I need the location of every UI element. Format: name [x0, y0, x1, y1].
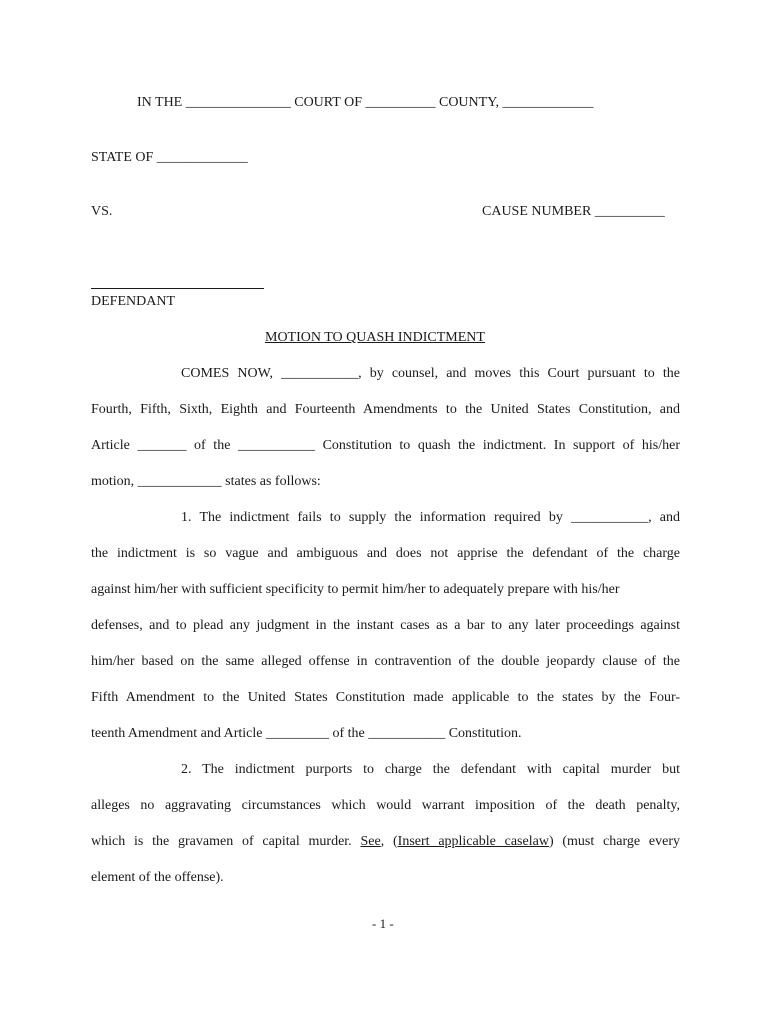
caselaw-placeholder: Insert applicable caselaw: [397, 834, 549, 849]
intro-line-4: motion, ____________ states as follows:: [91, 474, 321, 489]
defendant-name-line: [91, 288, 264, 289]
state-line: STATE OF _____________: [91, 150, 248, 165]
document-title: MOTION TO QUASH INDICTMENT: [265, 330, 485, 345]
intro-line-1: COMES NOW, ___________, by counsel, and moves this Court pursuant to the: [181, 366, 680, 381]
para2-line-4: element of the offense).: [91, 870, 224, 885]
court-caption-line: IN THE _______________ COURT OF __________ COUNTY, _____________: [137, 95, 594, 110]
para2-line-3-mid: , (: [380, 834, 398, 849]
para2-line-3-suffix: ) (must charge every: [548, 834, 680, 849]
intro-line-2: Fourth, Fifth, Sixth, Eighth and Fourteenth Amendments to the United States Constitution, and: [91, 402, 680, 417]
intro-line-3: Article _______ of the ___________ Constitution to quash the indictment. In support of his/her: [91, 438, 680, 453]
para2-line-2: alleges no aggravating circumstances which would warrant imposition of the death penalty,: [91, 798, 680, 813]
page-number: - 1 -: [372, 916, 394, 931]
para2-line-3-prefix: which is the gravamen of capital murder.: [91, 834, 352, 849]
versus-label: VS.: [91, 204, 113, 219]
para2-line-1: 2. The indictment purports to charge the defendant with capital murder but: [181, 762, 680, 777]
cause-number-line: CAUSE NUMBER __________: [482, 204, 665, 219]
para1-line-2: the indictment is so vague and ambiguous and does not apprise the defendant of the charge: [91, 546, 680, 561]
para1-line-7: teenth Amendment and Article _________ of the ___________ Constitution.: [91, 726, 522, 741]
para1-line-4: defenses, and to plead any judgment in the instant cases as a bar to any later proceedings against: [91, 618, 680, 633]
para2-line-3: [91, 834, 680, 850]
defendant-label: DEFENDANT: [91, 294, 175, 309]
para1-line-1: 1. The indictment fails to supply the information required by ___________, and: [181, 510, 680, 525]
para1-line-3: against him/her with sufficient specificity to permit him/her to adequately prepare with his/her: [91, 582, 620, 597]
para1-line-5: him/her based on the same alleged offense in contravention of the double jeopardy clause of the: [91, 654, 680, 669]
see-signal: See: [360, 834, 381, 849]
para1-line-6: Fifth Amendment to the United States Constitution made applicable to the states by the Four-: [91, 690, 680, 705]
